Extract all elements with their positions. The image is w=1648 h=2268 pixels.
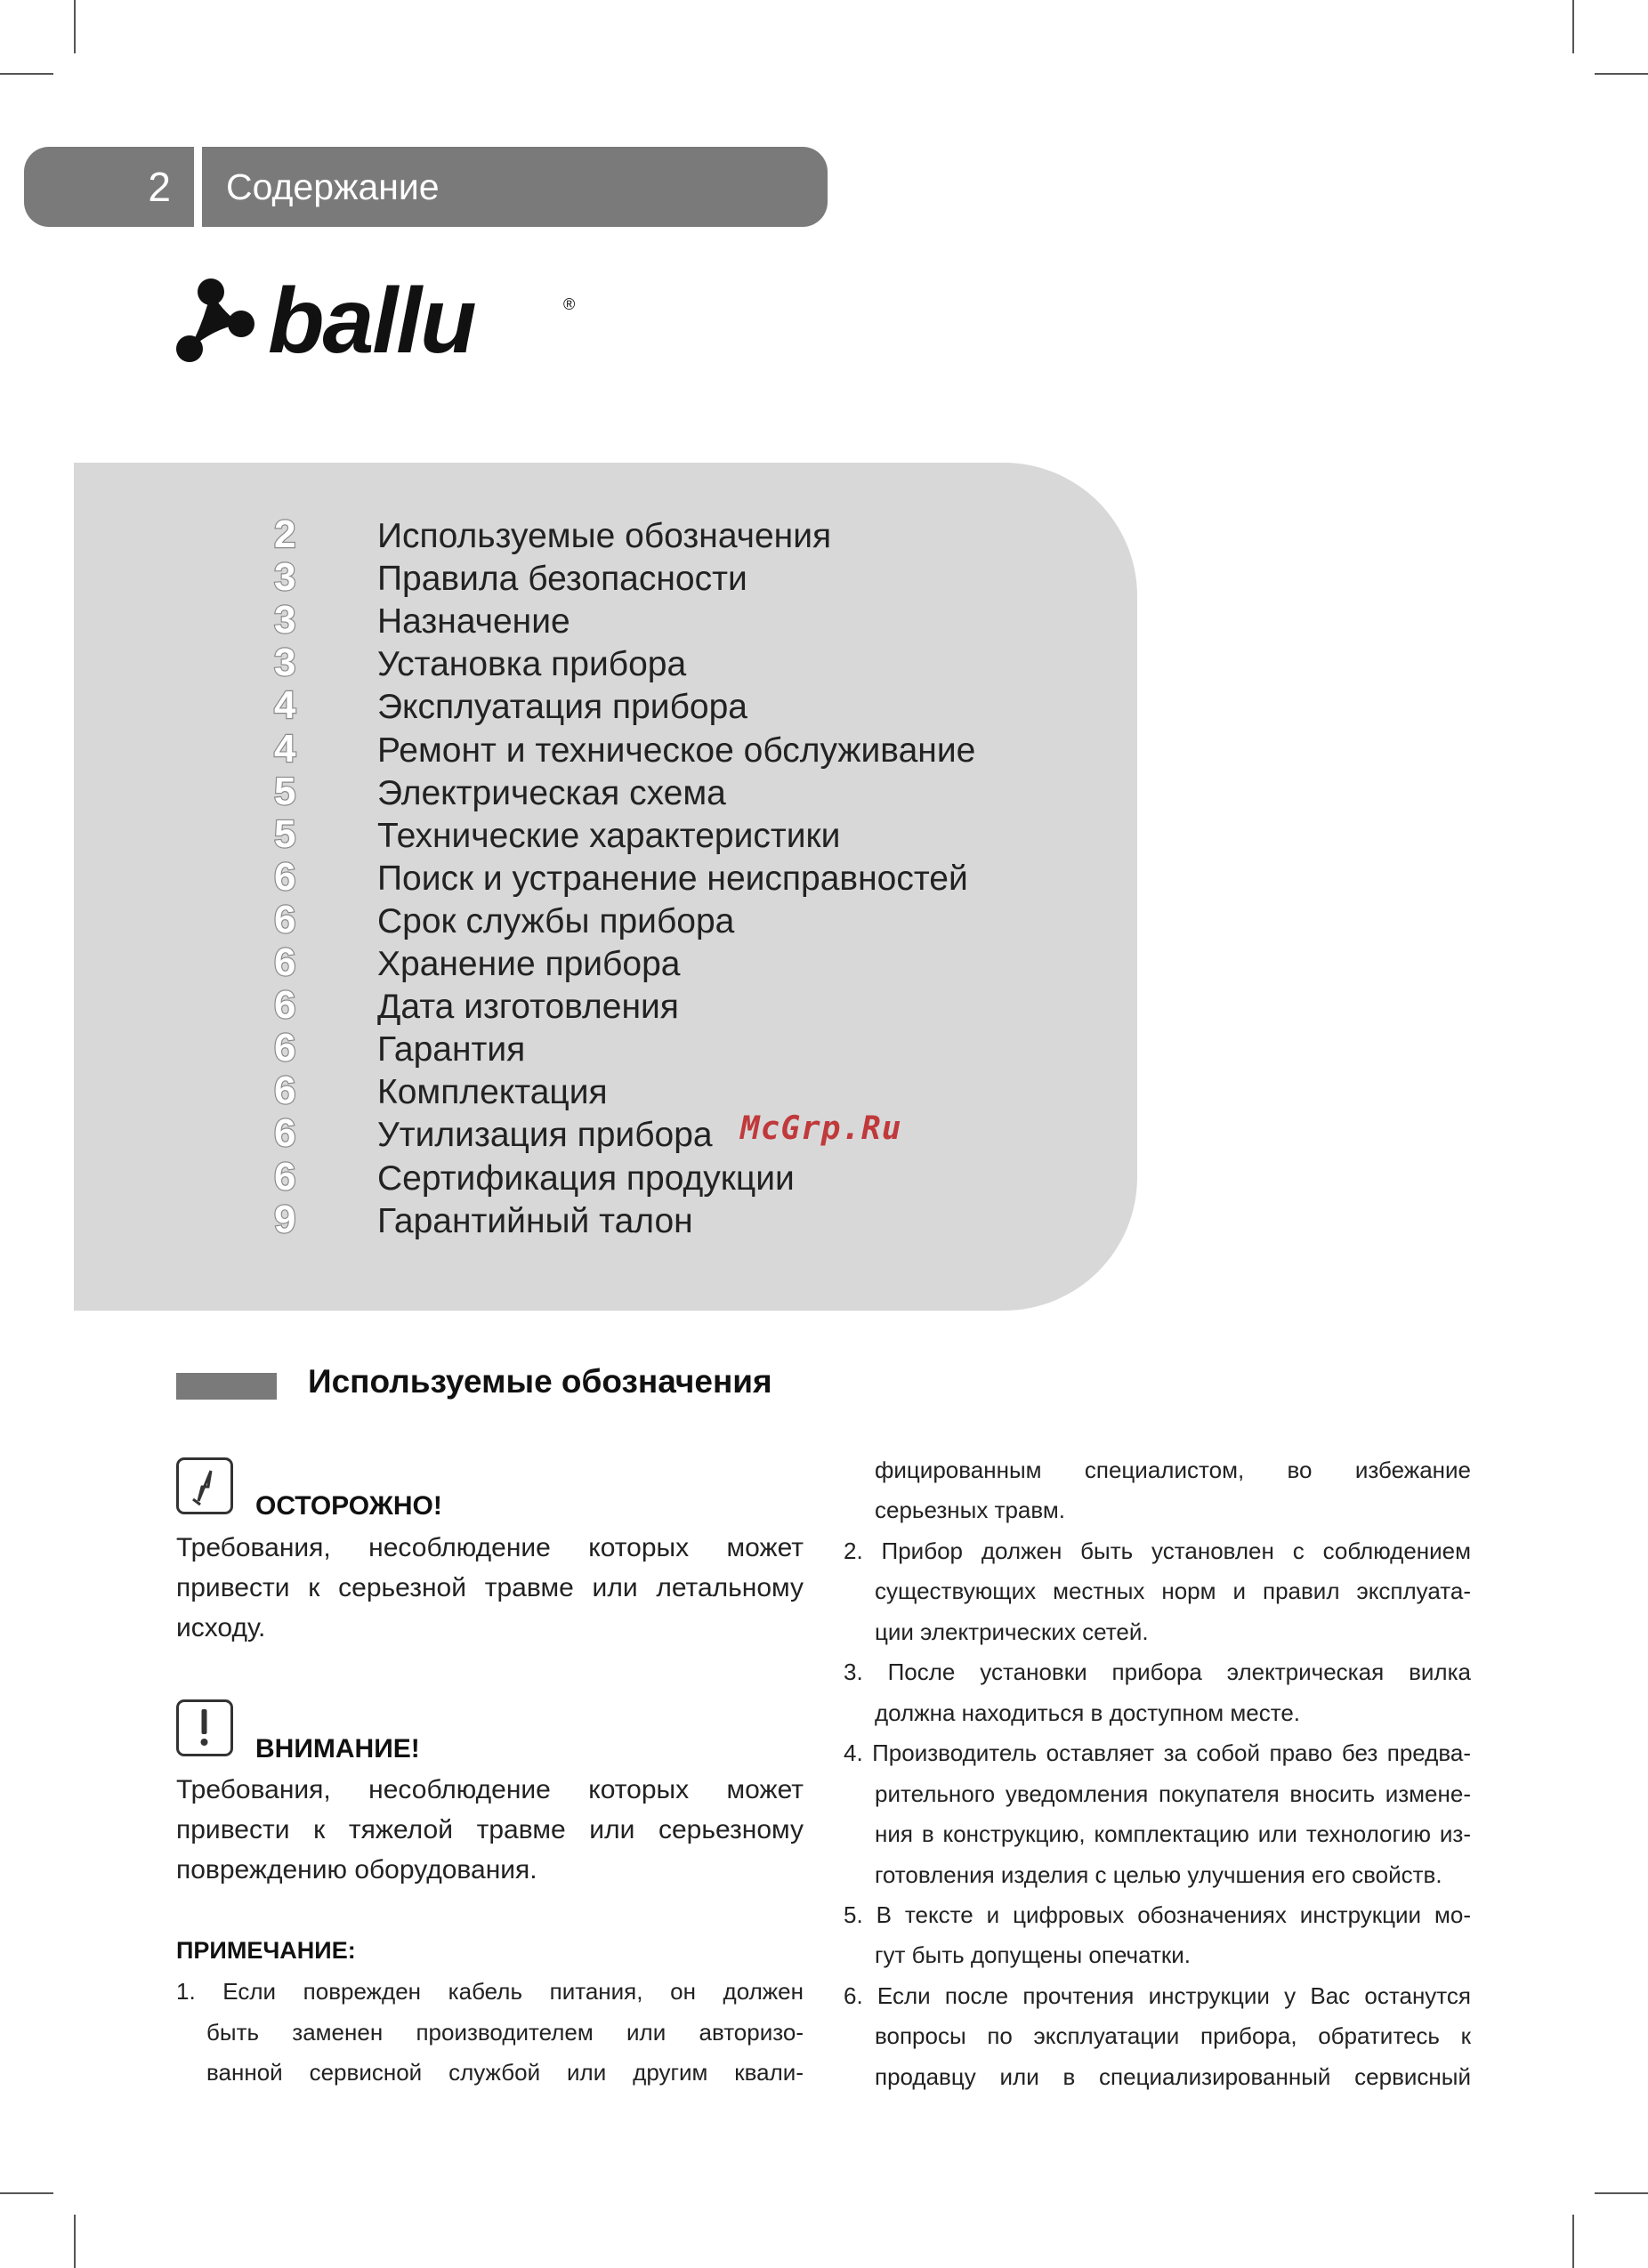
toc-page-number: 5 bbox=[274, 811, 296, 856]
toc-page-number: 6 bbox=[274, 1154, 296, 1199]
note-text-line: рительного уведомления покупателя вносить измене- bbox=[875, 1780, 1471, 1807]
toc-title: Утилизация прибора bbox=[377, 1116, 713, 1155]
caution-label: ОСТОРОЖНО! bbox=[255, 1491, 442, 1521]
note-text-line: продавцу или в специализированный сервисный bbox=[875, 2062, 1471, 2090]
toc-title: Дата изготовления bbox=[377, 988, 679, 1027]
toc-page-number: 6 bbox=[274, 1069, 296, 1113]
note-text-line: фицированным специалистом, во избежание bbox=[875, 1457, 1471, 1483]
crop-mark bbox=[74, 2215, 76, 2268]
note-text-line: ния в конструкцию, комплектацию или технологию из- bbox=[875, 1820, 1471, 1848]
toc-title: Правила безопасности bbox=[377, 560, 747, 599]
crop-mark bbox=[74, 0, 76, 53]
svg-text:®: ® bbox=[563, 295, 576, 313]
crop-mark bbox=[1572, 0, 1574, 53]
watermark: McGrp.Ru bbox=[740, 1110, 902, 1147]
toc-page-number: 6 bbox=[274, 1111, 296, 1156]
toc-title: Технические характеристики bbox=[377, 816, 841, 855]
crop-mark bbox=[0, 73, 53, 75]
toc-entry[interactable] bbox=[74, 684, 1053, 727]
note-text-line: быть заменен производителем или авторизо- bbox=[206, 2019, 804, 2046]
toc-page-number: 5 bbox=[274, 769, 296, 813]
toc-title: Сертификация продукции bbox=[377, 1158, 795, 1198]
note-text-line: 4. Производитель оставляет за собой право без предва- bbox=[844, 1739, 1471, 1767]
note-text-line: 6. Если после прочтения инструкции у Вас останутся bbox=[844, 1981, 1471, 2009]
ballu-logo-icon bbox=[172, 272, 599, 370]
note-text-line: 2. Прибор должен быть установлен с соблюдением bbox=[844, 1537, 1471, 1564]
exclamation-icon bbox=[176, 1699, 233, 1756]
svg-text:ballu: ballu bbox=[268, 272, 475, 370]
toc-entry[interactable] bbox=[74, 899, 1053, 941]
toc-page-number: 4 bbox=[274, 683, 296, 728]
attention-text-line: повреждению оборудования. bbox=[176, 1855, 537, 1885]
toc-entry[interactable] bbox=[74, 941, 1053, 984]
crop-mark bbox=[1572, 2215, 1574, 2268]
toc-title: Электрическая схема bbox=[377, 773, 726, 812]
note-text-line: существующих местных норм и правил эксплуата- bbox=[875, 1578, 1471, 1605]
toc-page-number: 6 bbox=[274, 1026, 296, 1070]
note-label: ПРИМЕЧАНИЕ: bbox=[176, 1937, 356, 1964]
toc-page-number: 6 bbox=[274, 940, 296, 984]
toc-page-number: 2 bbox=[274, 513, 296, 556]
toc-title: Поиск и устранение неисправностей bbox=[377, 859, 968, 898]
toc-entry[interactable] bbox=[74, 1112, 1053, 1155]
toc-entry[interactable] bbox=[74, 856, 1053, 899]
toc-title: Хранение прибора bbox=[377, 945, 681, 983]
toc-entry[interactable] bbox=[74, 1199, 1053, 1241]
table-of-contents bbox=[74, 463, 1137, 1311]
toc-entry[interactable] bbox=[74, 599, 1053, 642]
attention-text-line: Требования, несоблюдение которых может bbox=[176, 1775, 804, 1804]
toc-entry[interactable] bbox=[74, 556, 1053, 599]
caution-text-line: привести к серьезной травме или летальному bbox=[176, 1573, 804, 1602]
toc-title: Эксплуатация прибора bbox=[377, 688, 747, 727]
toc-title: Гарантийный талон bbox=[377, 1201, 693, 1240]
note-text-line: гут быть допущены опечатки. bbox=[875, 1941, 1192, 1969]
crop-mark bbox=[1595, 2192, 1648, 2194]
caution-text-line: Требования, несоблюдение которых может bbox=[176, 1533, 804, 1562]
section-marker bbox=[176, 1373, 277, 1400]
attention-label: ВНИМАНИЕ! bbox=[255, 1734, 420, 1764]
header-divider bbox=[194, 147, 202, 227]
toc-entry[interactable] bbox=[74, 728, 1053, 771]
crop-mark bbox=[0, 2192, 53, 2194]
toc-title: Установка прибора bbox=[377, 645, 687, 684]
toc-title: Ремонт и техническое обслуживание bbox=[377, 730, 976, 770]
note-text-line: ции электрических сетей. bbox=[875, 1618, 1149, 1645]
toc-page-number: 6 bbox=[274, 983, 296, 1028]
crop-mark bbox=[1595, 73, 1648, 75]
toc-page-number: 9 bbox=[274, 1197, 296, 1241]
note-text-line: 1. Если поврежден кабель питания, он должен bbox=[176, 1978, 804, 2005]
page-title: Содержание bbox=[226, 166, 440, 207]
caution-icon bbox=[176, 1457, 233, 1514]
toc-entry[interactable] bbox=[74, 642, 1053, 684]
toc-entry[interactable] bbox=[74, 771, 1053, 813]
toc-page-number: 4 bbox=[274, 726, 296, 771]
toc-entry[interactable] bbox=[74, 513, 1053, 556]
toc-entry[interactable] bbox=[74, 1069, 1053, 1112]
toc-entry[interactable] bbox=[74, 1156, 1053, 1199]
toc-title: Назначение bbox=[377, 602, 570, 642]
toc-entry[interactable] bbox=[74, 984, 1053, 1027]
note-text-line: 3. После установки прибора электрическая вилка bbox=[844, 1659, 1471, 1686]
note-text-line: 5. В тексте и цифровых обозначениях инструкции мо- bbox=[844, 1901, 1471, 1928]
toc-page-number: 3 bbox=[274, 641, 296, 685]
toc-page-number: 3 bbox=[274, 555, 296, 600]
toc-page-number: 3 bbox=[274, 598, 296, 642]
note-text-line: должна находиться в доступном месте. bbox=[875, 1699, 1301, 1726]
ballu-logo bbox=[172, 272, 599, 370]
toc-title: Комплектация bbox=[377, 1073, 608, 1112]
note-text-line: готовления изделия с целью улучшения его свойств. bbox=[875, 1860, 1442, 1888]
toc-entry[interactable] bbox=[74, 1027, 1053, 1069]
toc-title: Используемые обозначения bbox=[377, 517, 832, 555]
toc-page-number: 6 bbox=[274, 854, 296, 899]
section-title: Используемые обозначения bbox=[308, 1363, 772, 1400]
note-text-line: серьезных травм. bbox=[875, 1497, 1065, 1524]
page-number: 2 bbox=[148, 164, 171, 210]
attention-text-line: привести к тяжелой травме или серьезному bbox=[176, 1815, 804, 1844]
note-text-line: вопросы по эксплуатации прибора, обратитесь к bbox=[875, 2022, 1471, 2050]
toc-title: Срок службы прибора bbox=[377, 901, 735, 940]
toc-title: Гарантия bbox=[377, 1030, 526, 1069]
caution-text-line: исходу. bbox=[176, 1613, 266, 1642]
toc-entry[interactable] bbox=[74, 813, 1053, 856]
toc-page-number: 6 bbox=[274, 897, 296, 941]
note-text-line: ванной сервисной службой или другим квали- bbox=[206, 2059, 804, 2086]
